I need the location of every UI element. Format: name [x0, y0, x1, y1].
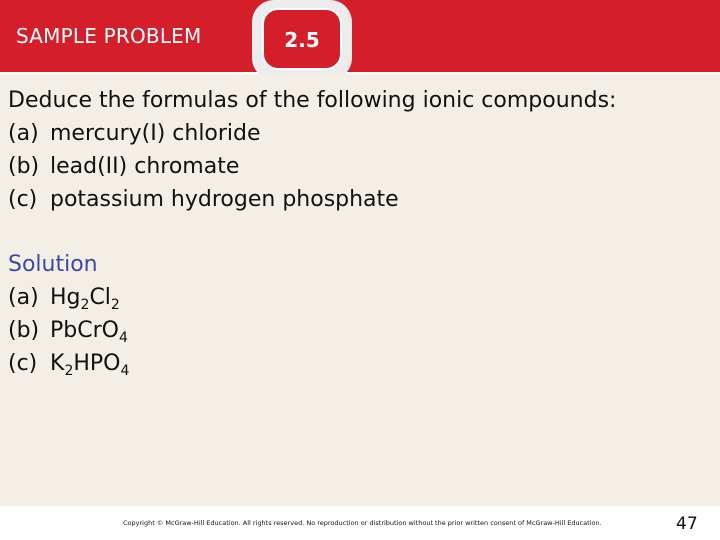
solution-item	[8, 314, 129, 347]
solution-item	[8, 281, 129, 314]
item-text: lead(II) chromate	[50, 154, 240, 179]
problem-prompt: Deduce the formulas of the following ionic compounds:	[8, 88, 617, 113]
formula: $K_2HPO_4$	[50, 351, 130, 379]
problem-item	[8, 183, 616, 216]
item-tag: (b)	[8, 318, 40, 343]
solution-title: Solution	[8, 252, 98, 277]
solution-section	[8, 248, 129, 380]
item-tag: (c)	[8, 351, 38, 376]
item-tag: (a)	[8, 121, 39, 146]
problem-item	[8, 150, 616, 183]
item-text: mercury(I) chloride	[50, 121, 261, 146]
page-number: 47	[676, 514, 698, 534]
formula: PbCrO$_4$	[50, 318, 128, 346]
item-text: potassium hydrogen phosphate	[50, 187, 399, 212]
problem-item	[8, 117, 616, 150]
problem-number: 2.5	[284, 28, 320, 52]
problem-statement	[8, 84, 616, 216]
solution-item	[8, 347, 129, 380]
formula: $Hg_2Cl_2$	[50, 285, 120, 313]
header-band	[0, 0, 720, 72]
item-tag: (a)	[8, 285, 39, 310]
header-label: SAMPLE PROBLEM	[16, 24, 202, 48]
item-tag: (c)	[8, 187, 38, 212]
copyright-notice: Copyright © McGraw-Hill Education. All rights reserved. No reproduction or distribution without the prior written consent of McGraw-Hill Education.	[123, 519, 602, 527]
item-tag: (b)	[8, 154, 40, 179]
